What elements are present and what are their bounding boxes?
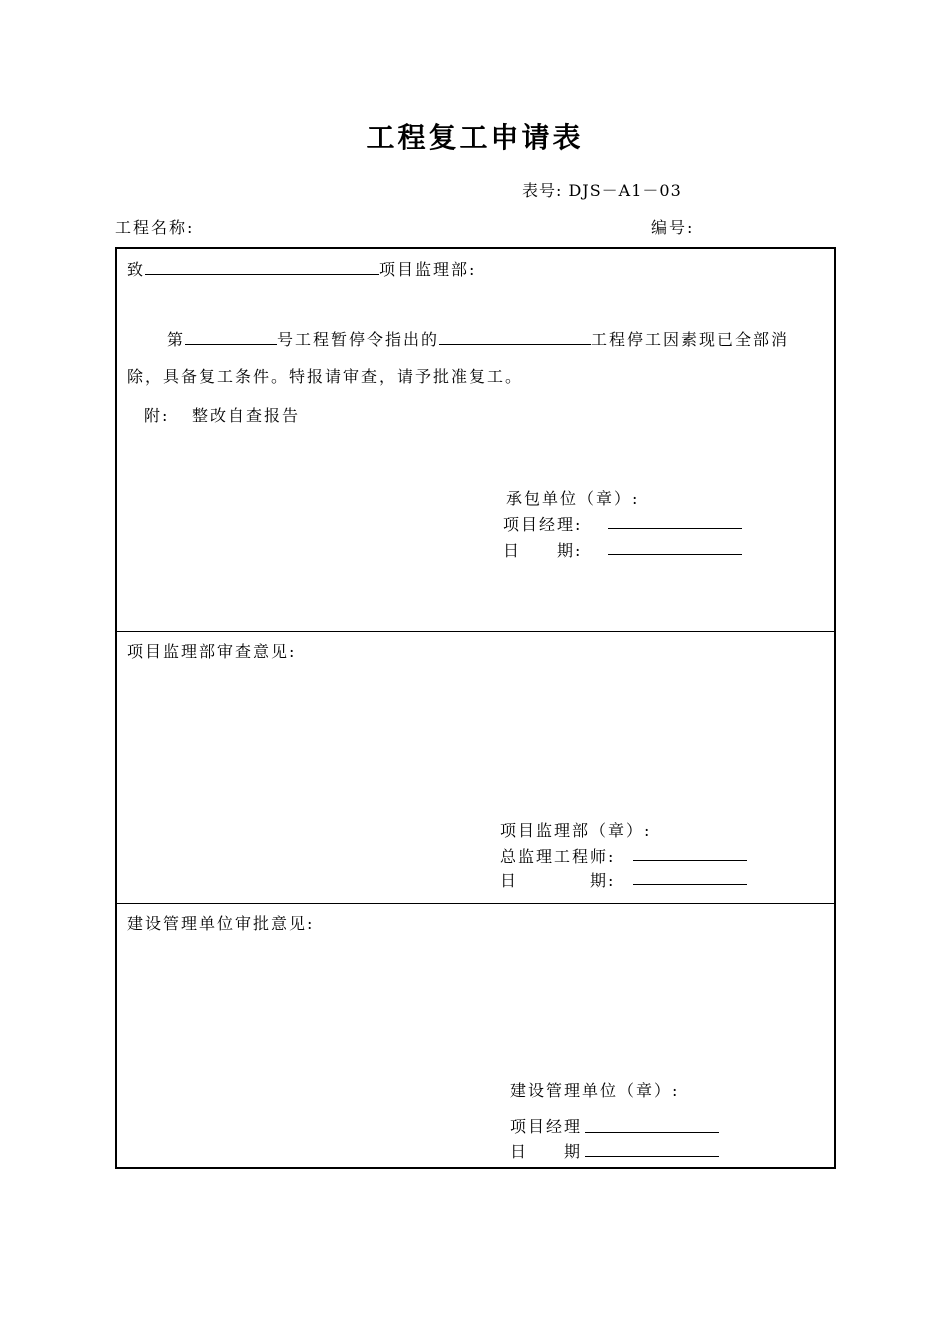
approval-date-label: 日 期: [510, 1142, 583, 1161]
serial-number-label: 编号:: [651, 218, 695, 237]
attachment-item: 整改自查报告: [192, 406, 301, 425]
addressee-line: [127, 257, 476, 280]
application-date-label: 日 期:: [503, 541, 583, 560]
application-paragraph-line2: 除，具备复工条件。特报请审查，请予批准复工。: [127, 367, 524, 386]
addressee-suffix: 项目监理部:: [379, 260, 477, 279]
suspension-order-text: 号工程暂停令指出的: [277, 330, 440, 349]
owner-approval-heading: 建设管理单位审批意见:: [127, 914, 315, 933]
document-title: 工程复工申请表: [366, 121, 584, 154]
supervision-unit-label: 项目监理部（章）:: [500, 821, 652, 840]
chief-engineer-label: 总监理工程师:: [500, 847, 616, 866]
addressee-prefix: 致: [127, 260, 146, 279]
review-date-line[interactable]: [633, 884, 747, 885]
addressee-blank[interactable]: [145, 258, 379, 275]
supervision-review-heading: 项目监理部审查意见:: [127, 642, 297, 661]
section-divider: [117, 903, 834, 904]
form-number: 表号: DJS－A1－03: [522, 181, 682, 200]
application-date-line[interactable]: [608, 554, 742, 555]
paragraph-end-text: 工程停工因素现已全部消: [591, 330, 790, 349]
owner-manager-label: 项目经理: [510, 1117, 583, 1136]
owner-unit-label: 建设管理单位（章）:: [510, 1081, 680, 1100]
order-number-blank[interactable]: [185, 328, 277, 345]
chief-engineer-signature-line[interactable]: [633, 860, 747, 861]
contractor-unit-label: 承包单位（章）:: [506, 489, 640, 508]
section-divider: [117, 631, 834, 632]
form-table: [115, 247, 836, 1169]
project-name-label: 工程名称:: [115, 218, 195, 237]
attachment-label: 附:: [144, 406, 170, 425]
owner-manager-signature-line[interactable]: [585, 1132, 719, 1133]
approval-date-line[interactable]: [585, 1156, 719, 1157]
project-manager-label: 项目经理:: [503, 515, 583, 534]
application-paragraph-line1: [167, 327, 789, 350]
order-number-prefix: 第: [167, 330, 186, 349]
review-date-label: 日 期:: [500, 871, 616, 890]
suspension-reason-blank[interactable]: [439, 328, 591, 345]
project-manager-signature-line[interactable]: [608, 528, 742, 529]
